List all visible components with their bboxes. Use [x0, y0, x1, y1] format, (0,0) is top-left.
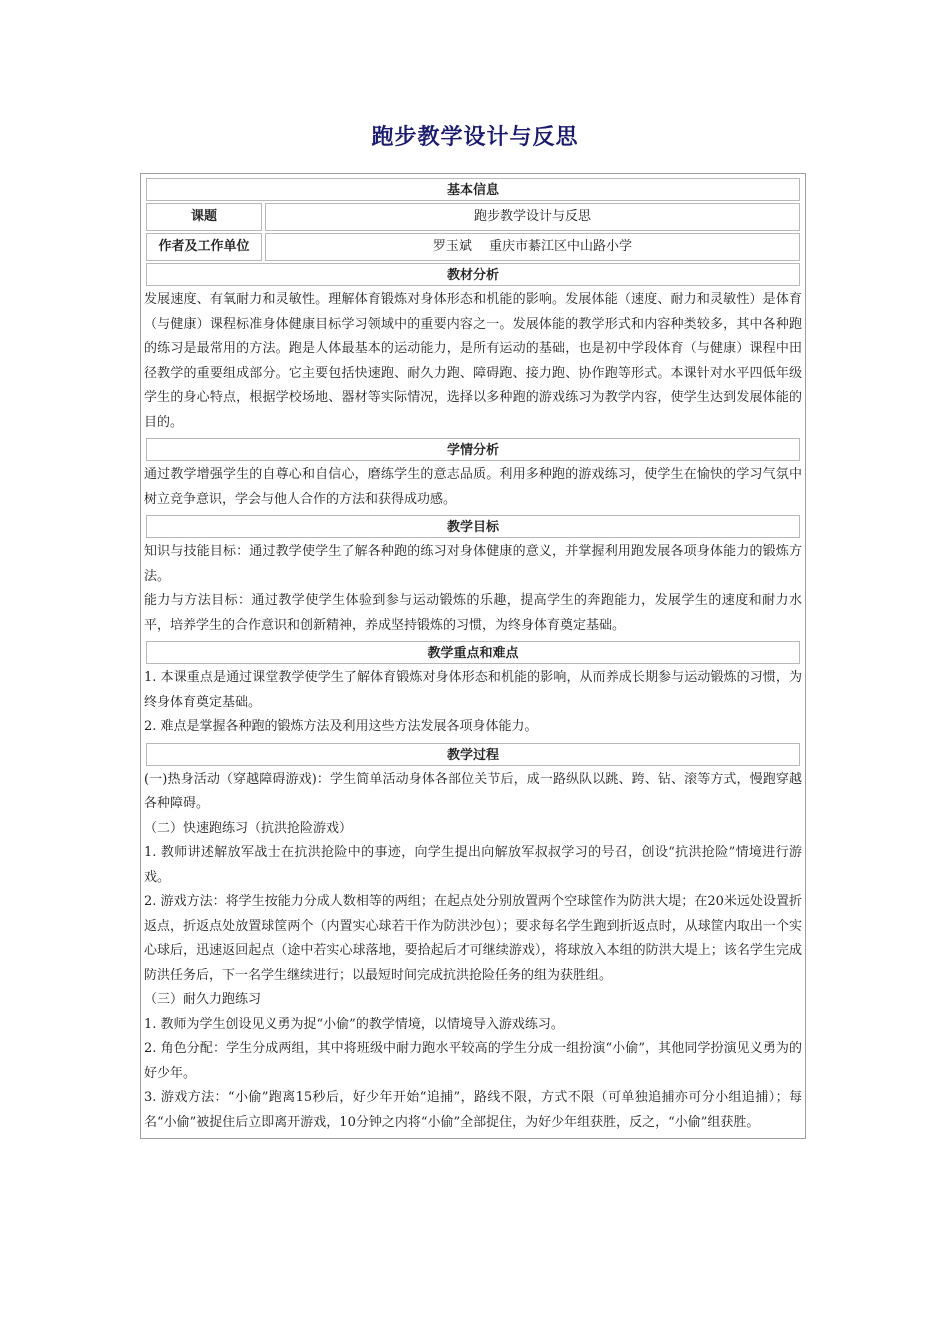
section-heading-basic-info: 基本信息 — [146, 178, 800, 201]
paragraph: （二）快速跑练习（抗洪抢险游戏） — [144, 820, 353, 836]
info-label-topic: 课题 — [146, 203, 262, 231]
section-teaching-goals — [143, 515, 803, 639]
paragraph: 通过教学增强学生的自尊心和自信心，磨练学生的意志品质。利用多种跑的游戏练习，使学生在愉快的学习气氛中树立竞争意识，学会与他人合作的方法和获得成功感。 — [144, 467, 802, 507]
paragraph: 2. 难点是掌握各种跑的锻炼方法及利用这些方法发展各项身体能力。 — [144, 719, 538, 734]
paragraph: 1. 本课重点是通过课堂教学使学生了解体育锻炼对身体形态和机能的影响，从而养成长期参与运动锻炼的习惯，为终身体育奠定基础。 — [144, 670, 802, 710]
paragraph: 能力与方法目标：通过教学使学生体验到参与运动锻炼的乐趣，提高学生的奔跑能力，发展学生的速度和耐力水平，培养学生的合作意识和创新精神，养成坚持锻炼的习惯，为终身体育奠定基础。 — [144, 593, 802, 633]
paragraph: 3. 游戏方法：“小偷”跑离15秒后，好少年开始“追捕”，路线不限，方式不限（可单独追捕亦可分小组追捕）；每名“小偷”被捉住后立即离开游戏，10分钟之内将“小偷”全部捉住，为好少年组获胜，反之，“小偷”组获胜。 — [144, 1090, 802, 1130]
lesson-plan-table — [140, 173, 806, 1139]
document-title: 跑步教学设计与反思 — [371, 125, 579, 150]
paragraph: 1. 教师为学生创设见义勇为捉“小偷”的教学情境，以情境导入游戏练习。 — [144, 1016, 564, 1032]
info-row-author — [146, 233, 800, 261]
paragraph: （三）耐久力跑练习 — [144, 992, 262, 1007]
paragraph: (一)热身活动（穿越障碍游戏)：学生简单活动身体各部位关节后，成一路纵队以跳、跨、钻、滚等方式，慢跑穿越各种障碍。 — [144, 771, 802, 811]
section-heading: 教学重点和难点 — [146, 641, 800, 664]
section-student-analysis — [143, 438, 803, 513]
section-key-points — [143, 641, 803, 741]
info-label-author: 作者及工作单位 — [146, 233, 262, 261]
info-value-topic: 跑步教学设计与反思 — [265, 203, 800, 231]
section-heading: 教学过程 — [146, 743, 800, 766]
section-heading: 教学目标 — [146, 515, 800, 538]
paragraph: 发展速度、有氧耐力和灵敏性。理解体育锻炼对身体形态和机能的影响。发展体能（速度、耐力和灵敏性）是体育（与健康）课程标准身体健康目标学习领域中的重要内容之一。发展体能的教学形式和内容种类较多，其中各种跑的练习是最常用的方法。跑是人体最基本的运动能力，是所有运动的基础，也是初中学段体育（与健康）课程中田径教学的重要组成部分。它主要包括快速跑、耐久力跑、障碍跑、接力跑、协作跑等形式。本课针对水平四低年级学生的身心特点，根据学校场地、器材等实际情况，选择以多种跑的游戏练习为教学内容，使学生达到发展体能的目的。 — [144, 292, 802, 430]
section-textbook-analysis — [143, 263, 803, 436]
paragraph: 2. 游戏方法：将学生按能力分成人数相等的两组；在起点处分别放置两个空球筐作为防洪大堤；在20米远处设置折返点，折返点处放置球筐两个（内置实心球若干作为防洪沙包）；要求每名学生跑到折返点时，从球筐内取出一个实心球后，迅速返回起点（途中若实心球落地，要拾起后才可继续游戏），将球放入本组的防洪大堤上；该名学生完成防洪任务后，下一名学生继续进行；以最短时间完成抗洪抢险任务的组为获胜组。 — [144, 894, 802, 983]
section-heading: 教材分析 — [146, 263, 800, 286]
paragraph: 2. 角色分配：学生分成两组，其中将班级中耐力跑水平较高的学生分成一组扮演“小偷”，其他同学扮演见义勇为的好少年。 — [144, 1041, 802, 1081]
section-heading: 学情分析 — [146, 438, 800, 461]
info-value-author: 罗玉斌 重庆市綦江区中山路小学 — [265, 233, 800, 261]
paragraph: 1. 教师讲述解放军战士在抗洪抢险中的事迹，向学生提出向解放军叔叔学习的号召，创设“抗洪抢险”情境进行游戏。 — [144, 845, 802, 885]
section-teaching-process — [143, 743, 803, 1137]
paragraph: 知识与技能目标：通过教学使学生了解各种跑的练习对身体健康的意义，并掌握利用跑发展各项身体能力的锻炼方法。 — [144, 544, 802, 584]
info-row-topic — [146, 203, 800, 231]
